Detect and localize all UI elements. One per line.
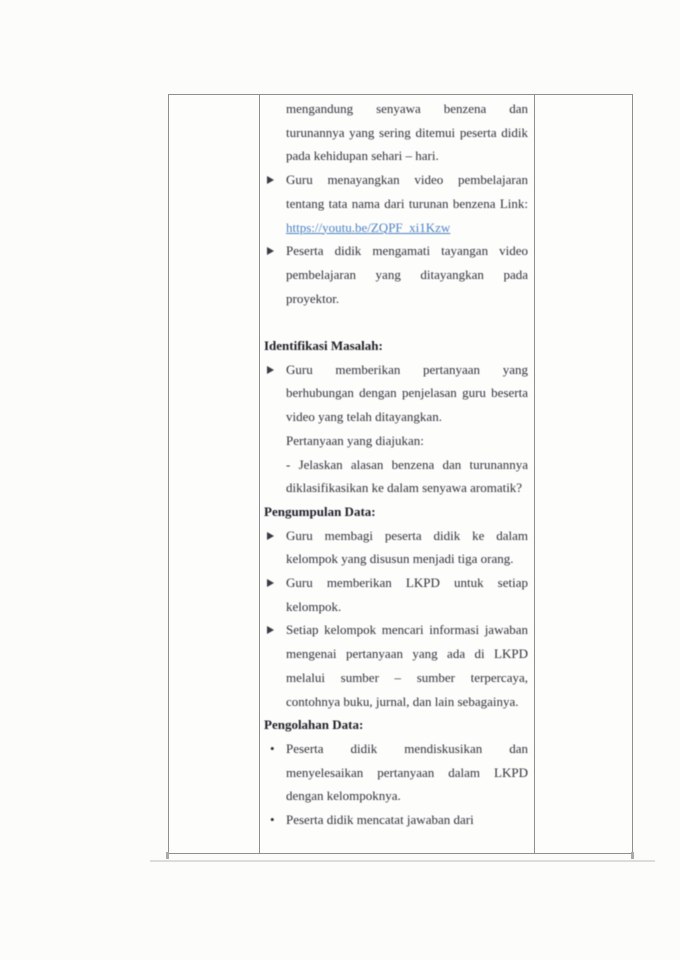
dot-bullet-icon: •	[270, 740, 275, 756]
paragraph-text: Guru memberikan pertanyaan yang berhubungan dengan penjelasan guru beserta video yang telah ditayangkan.	[286, 361, 528, 425]
bullet-item	[264, 168, 528, 239]
dot-bullet-icon: •	[270, 812, 275, 828]
section-heading: Pengumpulan Data:	[264, 503, 376, 519]
bullet-item	[264, 358, 528, 429]
paragraph-text: Guru membagi peserta didik ke dalam kelompok yang disusun menjadi tiga orang.	[286, 527, 528, 567]
arrow-bullet-icon	[267, 366, 274, 374]
bullet-item	[264, 571, 528, 618]
scan-shadow-line	[150, 860, 655, 862]
paragraph-text: Setiap kelompok mencari informasi jawaban mengenai pertanyaan yang ada di LKPD melalui sumber – sumber terpercaya, contohnya buku, jurnal, dan lain sebagainya.	[286, 622, 528, 709]
paragraph	[264, 453, 528, 500]
arrow-bullet-icon	[267, 176, 274, 184]
arrow-bullet-icon	[267, 532, 274, 540]
bullet-item	[264, 737, 528, 808]
youtube-video-link[interactable]: https://youtu.be/ZQPF_xi1Kzw	[286, 219, 451, 235]
paragraph-text: Guru memberikan LKPD untuk setiap kelompok.	[286, 575, 528, 614]
activity-description	[264, 97, 528, 832]
paragraph	[264, 97, 528, 168]
bullet-item	[264, 808, 528, 832]
section-heading: Identifikasi Masalah:	[264, 338, 383, 354]
table-cell-left	[169, 95, 260, 853]
arrow-bullet-icon	[267, 247, 274, 255]
paragraph-text: mengandung senyawa benzena dan turunannya yang sering ditemui peserta didik pada kehidupan sehari – hari.	[286, 101, 528, 164]
bullet-item	[264, 239, 528, 310]
bullet-item	[264, 524, 528, 571]
section-heading: Pengolahan Data:	[264, 717, 364, 733]
paragraph-text: Peserta didik mencatat jawaban dari	[286, 812, 474, 828]
bullet-item	[264, 618, 528, 713]
paragraph-text: Guru menayangkan video pembelajaran tentang tata nama dari turunan benzena	[286, 172, 528, 211]
table-cell-activities	[260, 95, 535, 853]
table-handle-artifact-right	[631, 852, 634, 859]
blank-line	[264, 310, 528, 334]
table-handle-artifact-left	[166, 852, 169, 859]
lesson-plan-table	[168, 94, 633, 854]
arrow-bullet-icon	[267, 579, 274, 587]
paragraph	[264, 429, 528, 453]
link-label: Link:	[495, 195, 528, 211]
paragraph-text: - Jelaskan alasan benzena dan turunannya diklasifikasikan ke dalam senyawa aromatik?	[286, 456, 528, 496]
paragraph-text: Peserta didik mendiskusikan dan menyelesaikan pertanyaan dalam LKPD dengan kelompoknya.	[286, 740, 528, 804]
table-cell-right	[535, 95, 632, 853]
paragraph-text: Peserta didik mengamati tayangan video pembelajaran yang ditayangkan pada proyektor.	[286, 243, 528, 306]
paragraph-text: Pertanyaan yang diajukan:	[286, 432, 424, 448]
arrow-bullet-icon	[267, 626, 274, 634]
